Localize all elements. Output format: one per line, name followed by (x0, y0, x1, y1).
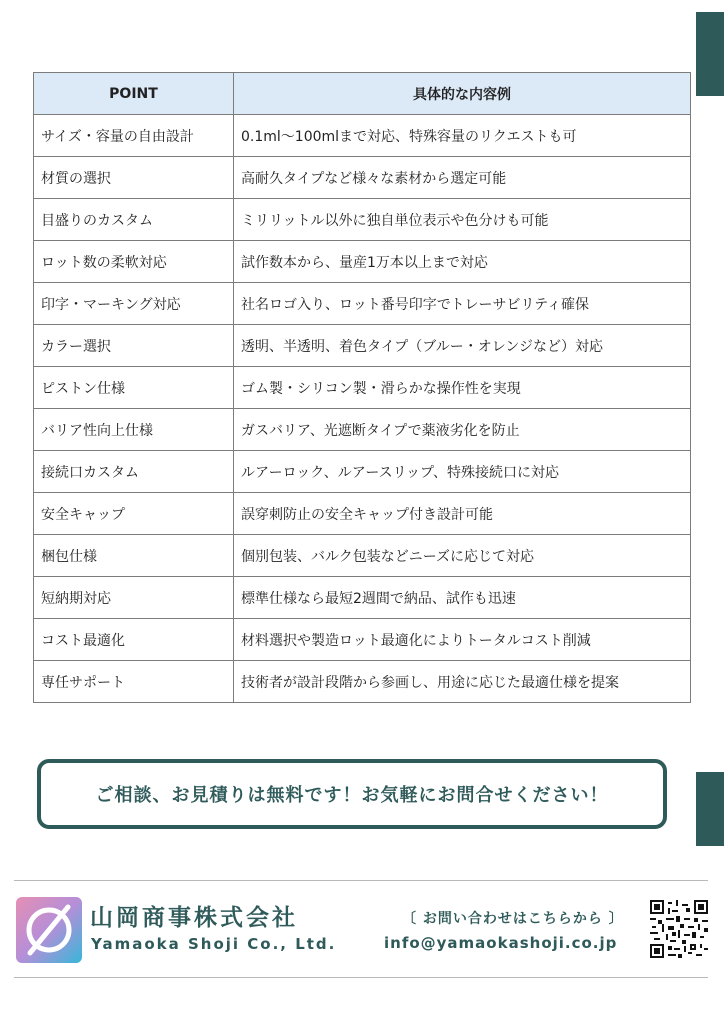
point-cell: 専任サポート (34, 661, 234, 703)
qr-code-icon[interactable] (650, 900, 708, 958)
detail-cell: 個別包装、バルク包装などニーズに応じて対応 (234, 535, 691, 577)
contact-label: 〔 お問い合わせはこちらから 〕 (402, 911, 624, 927)
table-row (34, 115, 691, 157)
detail-cell: 高耐久タイプなど様々な素材から選定可能 (234, 157, 691, 199)
points-table (33, 72, 691, 703)
point-cell: 目盛りのカスタム (34, 199, 234, 241)
company-name: 山岡商事株式会社 (90, 905, 298, 931)
point-cell: 材質の選択 (34, 157, 234, 199)
table-header-row (34, 73, 691, 115)
point-cell: カラー選択 (34, 325, 234, 367)
detail-cell: ミリリットル以外に独自単位表示や色分けも可能 (234, 199, 691, 241)
table-row (34, 199, 691, 241)
table-row (34, 367, 691, 409)
table-row (34, 241, 691, 283)
contact-email-link[interactable]: info@yamaokashoji.co.jp (384, 934, 618, 952)
table-row (34, 325, 691, 367)
company-name-english: Yamaoka Shoji Co., Ltd. (91, 935, 337, 953)
point-cell: コスト最適化 (34, 619, 234, 661)
detail-cell: 0.1ml〜100mlまで対応、特殊容量のリクエストも可 (234, 115, 691, 157)
detail-cell: ゴム製・シリコン製・滑らかな操作性を実現 (234, 367, 691, 409)
detail-cell: ルアーロック、ルアースリップ、特殊接続口に対応 (234, 451, 691, 493)
point-cell: 短納期対応 (34, 577, 234, 619)
point-cell: バリア性向上仕様 (34, 409, 234, 451)
table-row (34, 661, 691, 703)
column-header-point: POINT (34, 73, 234, 115)
point-cell: 安全キャップ (34, 493, 234, 535)
table-row (34, 409, 691, 451)
detail-cell: 誤穿刺防止の安全キャップ付き設計可能 (234, 493, 691, 535)
point-cell: 梱包仕様 (34, 535, 234, 577)
side-tab-bottom (696, 772, 724, 846)
table-row (34, 535, 691, 577)
table-row (34, 577, 691, 619)
point-cell: ピストン仕様 (34, 367, 234, 409)
detail-cell: 試作数本から、量産1万本以上まで対応 (234, 241, 691, 283)
detail-cell: 社名ロゴ入り、ロット番号印字でトレーサビリティ確保 (234, 283, 691, 325)
company-logo-icon (16, 897, 82, 963)
table-row (34, 283, 691, 325)
footer-divider-top (14, 880, 708, 881)
column-header-detail: 具体的な内容例 (234, 73, 691, 115)
table-row (34, 493, 691, 535)
detail-cell: 標準仕様なら最短2週間で納品、試作も迅速 (234, 577, 691, 619)
point-cell: 接続口カスタム (34, 451, 234, 493)
point-cell: 印字・マーキング対応 (34, 283, 234, 325)
table-row (34, 619, 691, 661)
table-row (34, 451, 691, 493)
detail-cell: 透明、半透明、着色タイプ（ブルー・オレンジなど）対応 (234, 325, 691, 367)
consultation-banner (37, 759, 667, 829)
side-tab-top (696, 12, 724, 96)
point-cell: ロット数の柔軟対応 (34, 241, 234, 283)
table-row (34, 157, 691, 199)
detail-cell: 材料選択や製造ロット最適化によりトータルコスト削減 (234, 619, 691, 661)
consultation-text: ご相談、お見積りは無料です！お気軽にお問合せください！ (95, 785, 609, 806)
detail-cell: ガスバリア、光遮断タイプで薬液劣化を防止 (234, 409, 691, 451)
footer-divider-bottom (14, 977, 708, 978)
point-cell: サイズ・容量の自由設計 (34, 115, 234, 157)
detail-cell: 技術者が設計段階から参画し、用途に応じた最適仕様を提案 (234, 661, 691, 703)
